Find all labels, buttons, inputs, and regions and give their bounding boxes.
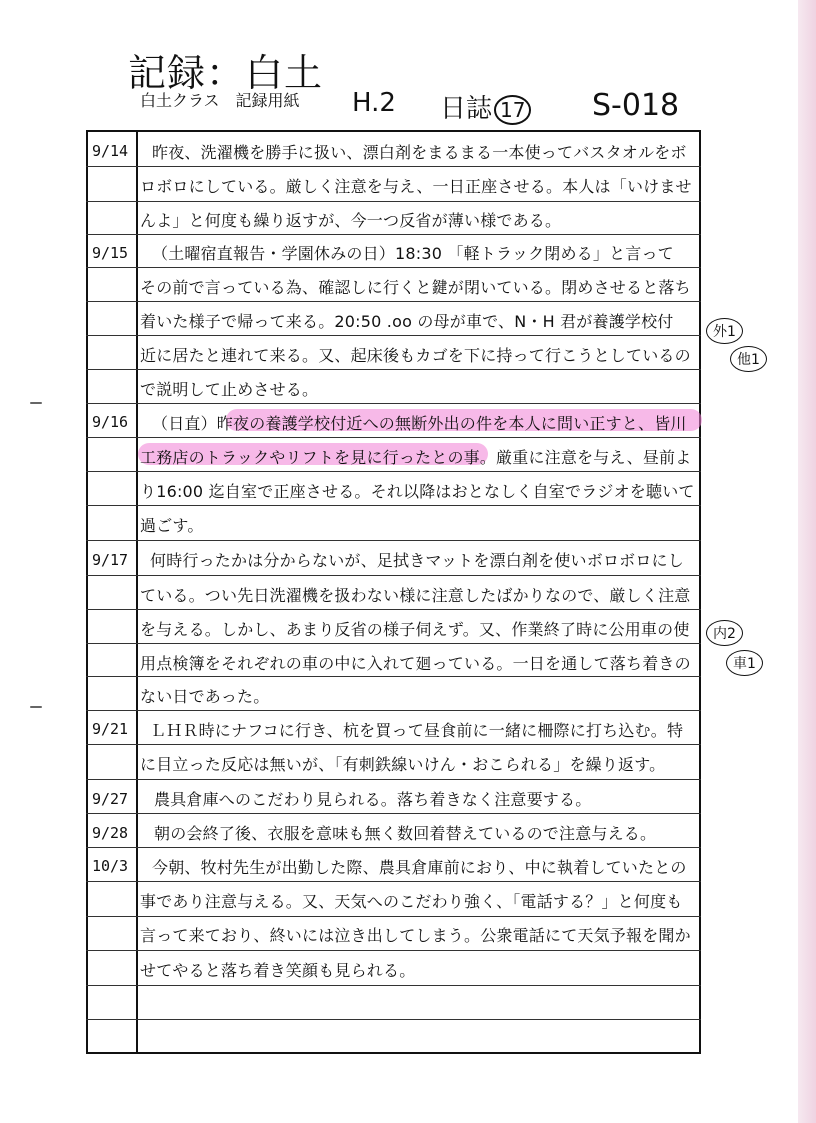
handwritten-code: S-018 [592,88,680,123]
margin-note-circled: 内2 [706,620,743,646]
rule-line [86,437,701,438]
entry-line: ロボロにしている。厳しく注意を与え、一日正座させる。本人は「いけませ [140,177,692,196]
diary-label-text: 日誌 [440,94,493,124]
rule-line [86,643,701,644]
entry-line: ている。つい先日洗濯機を扱わない様に注意したばかりなので、厳しく注意 [140,586,691,605]
entry-line: を与える。しかし、あまり反省の様子伺えず。又、作業終了時に公用車の使 [140,620,690,639]
entry-line: り16:00 迄自室で正座させる。それ以降はおとなしく自室でラジオを聴いて [140,482,695,501]
entry-date: 9/14 [91,142,129,160]
entry-line: で説明して止めさせる。 [140,380,319,399]
rule-line [86,916,701,917]
entry-line: 工務店のトラックやリフトを見に行ったとの事。厳重に注意を与え、昼前よ [140,448,692,467]
diary-number-circled: 17 [494,95,531,125]
margin-note-circled: 他1 [730,346,767,372]
rule-line [86,950,701,951]
entry-line: 昨夜、洗濯機を勝手に扱い、漂白剤をまるまる一本使ってバスタオルをボ [152,143,687,162]
entry-date: 10/3 [91,857,129,875]
rule-line [86,471,701,472]
entry-line: 近に居たと連れて来る。又、起床後もカゴを下に持って行こうとしているの [140,346,691,365]
rule-line [86,335,701,336]
rule-line [86,540,701,541]
entry-line: 事であり注意与える。又、天気へのこだわり強く、「電話する？」と何度も [140,892,683,911]
rule-line [86,403,701,404]
entry-line: 何時行ったかは分からないが、足拭きマットを漂白剤を使いボロボロにし [150,551,684,570]
rule-line [86,881,701,882]
form-subtitle: 白土クラス 記録用紙 [140,91,300,110]
entry-line: に目立った反応は無いが、「有刺鉄線いけん・おこられる」を繰り返す。 [140,755,666,774]
rule-line [86,267,701,268]
rule-line [86,985,701,986]
entry-line: 朝の会終了後、衣服を意味も無く数回着替えているので注意与える。 [154,824,657,843]
entry-line: その前で言っている為、確認しに行くと鍵が閉いている。閉めさせると落ち [140,278,691,297]
entry-line: 言って来ており、終いには泣き出してしまう。公衆電話にて天気予報を聞か [140,926,691,945]
rule-line [86,505,701,506]
margin-note-circled: 車1 [726,650,763,676]
rule-line [86,847,701,848]
entry-date: 9/17 [91,551,129,569]
rule-line [86,710,701,711]
margin-note-circled: 外1 [706,318,743,344]
rule-line [86,369,701,370]
rule-line [86,779,701,780]
entry-date: 9/21 [91,720,129,738]
entry-line: ない日であった。 [140,687,270,706]
entry-line: 着いた様子で帰って来る。20:50 .oo の母が車で、N・H 君が養護学校付 [140,312,674,331]
rule-line [86,744,701,745]
handwritten-diary-label [440,88,531,125]
rule-line [86,676,701,677]
entry-date: 9/15 [91,244,129,262]
rule-line [86,813,701,814]
entry-line: んよ」と何度も繰り返すが、今一つ反省が薄い様である。 [140,211,562,230]
entry-line: ＬＨＲ時にナフコに行き、杭を買って昼食前に一緒に柵際に打ち込む。特 [150,721,684,740]
margin-mark [30,402,42,404]
handwritten-title: 記録：白土 [128,51,324,95]
entry-line: 農具倉庫へのこだわり見られる。落ち着きなく注意要する。 [154,790,592,809]
entry-line: （日直）昨夜の養護学校付近への無断外出の件を本人に問い正すと、皆川 [152,414,687,433]
rule-line [86,1019,701,1020]
entry-date: 9/16 [91,413,129,431]
entry-line: （土曜宿直報告・学園休みの日）18:30 「軽トラック閉める」と言って [152,244,674,263]
entry-line: せてやると落ち着き笑顔も見られる。 [140,961,416,980]
margin-mark [30,706,42,708]
entry-line: 今朝、牧村先生が出勤した際、農具倉庫前におり、中に執着していたとの [152,858,687,877]
entry-line: 用点検簿をそれぞれの車の中に入れて廻っている。一日を通して落ち着きの [140,654,691,673]
entry-date: 9/28 [91,824,129,842]
rule-line [86,575,701,576]
rule-line [86,609,701,610]
entry-date: 9/27 [91,790,129,808]
handwritten-era: H.2 [352,88,396,118]
page-edge-tint [798,0,816,1123]
rule-line [86,234,701,235]
entry-line: 過ごす。 [140,516,204,535]
rule-line [86,201,701,202]
rule-line [86,301,701,302]
rule-line [86,166,701,167]
